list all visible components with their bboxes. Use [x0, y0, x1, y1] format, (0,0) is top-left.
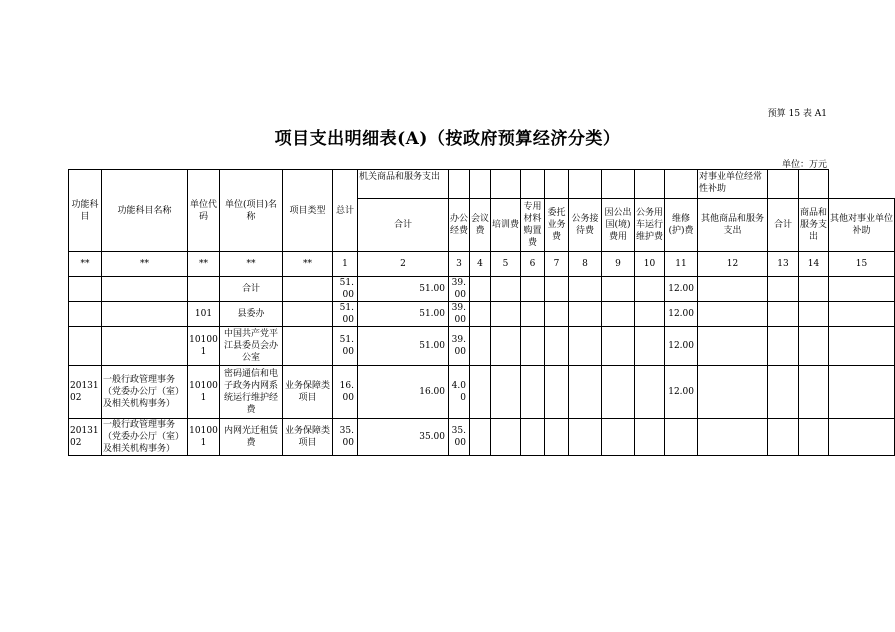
cell-office: 39.00 [449, 302, 470, 327]
cell-maintenance: 12.00 [665, 327, 698, 366]
cell-abroad [602, 366, 635, 419]
col-unit-code: 单位代码 [188, 170, 220, 252]
cell-office: 39.00 [449, 327, 470, 366]
table-row [69, 302, 895, 327]
index-cell: ** [102, 252, 188, 277]
col-materials: 专用材料购置费 [521, 199, 545, 252]
index-cell: 1 [333, 252, 358, 277]
cell-reception [569, 277, 602, 302]
cell-subsidy-other [829, 366, 895, 419]
cell-proj-type: 业务保障类项目 [283, 419, 333, 456]
cell-subsidy-goods [799, 277, 829, 302]
cell-subtotal: 51.00 [358, 302, 449, 327]
cell-unit-code: 101001 [188, 327, 220, 366]
cell-training [491, 327, 521, 366]
cell-total: 51.00 [333, 302, 358, 327]
blank-cell [635, 170, 665, 199]
cell-meeting [470, 302, 491, 327]
cell-subtotal: 35.00 [358, 419, 449, 456]
cell-abroad [602, 327, 635, 366]
cell-other-goods [698, 277, 768, 302]
index-cell: 4 [470, 252, 491, 277]
cell-training [491, 302, 521, 327]
blank-cell [602, 170, 635, 199]
cell-proj-type: 业务保障类项目 [283, 366, 333, 419]
table-row [69, 419, 895, 456]
cell-maintenance: 12.00 [665, 277, 698, 302]
cell-subtotal: 51.00 [358, 277, 449, 302]
cell-commission [545, 302, 569, 327]
index-cell: 10 [635, 252, 665, 277]
col-subsidy-goods: 商品和服务支出 [799, 199, 829, 252]
cell-unit-name: 县委办 [220, 302, 283, 327]
table-row [69, 277, 895, 302]
cell-vehicle [635, 302, 665, 327]
blank-cell [491, 170, 521, 199]
cell-subtotal: 16.00 [358, 366, 449, 419]
index-cell: 12 [698, 252, 768, 277]
cell-subsidy-other [829, 302, 895, 327]
cell-subsidy-total [768, 419, 799, 456]
col-subsidy-other: 其他对事业单位补助 [829, 199, 895, 252]
cell-abroad [602, 277, 635, 302]
cell-func-code [69, 302, 102, 327]
blank-cell [470, 170, 491, 199]
cell-commission [545, 277, 569, 302]
cell-other-goods [698, 419, 768, 456]
cell-func-name [102, 302, 188, 327]
cell-unit-name: 合计 [220, 277, 283, 302]
cell-func-name: 一般行政管理事务（党委办公厅（室）及相关机构事务） [102, 366, 188, 419]
cell-commission [545, 419, 569, 456]
blank-cell [521, 170, 545, 199]
cell-unit-name: 密码通信和电子政务内网系统运行维护经费 [220, 366, 283, 419]
cell-reception [569, 327, 602, 366]
budget-table [68, 169, 895, 456]
unit-label: 单位：万元 [781, 160, 827, 170]
cell-vehicle [635, 419, 665, 456]
cell-materials [521, 327, 545, 366]
col-reception: 公务接待费 [569, 199, 602, 252]
cell-abroad [602, 419, 635, 456]
col-func-name: 功能科目名称 [102, 170, 188, 252]
cell-func-code [69, 277, 102, 302]
header-row-1 [69, 170, 895, 199]
col-maintenance: 维修(护)费 [665, 199, 698, 252]
cell-total: 35.00 [333, 419, 358, 456]
col-training: 培训费 [491, 199, 521, 252]
index-cell: 8 [569, 252, 602, 277]
cell-commission [545, 327, 569, 366]
index-cell: 14 [799, 252, 829, 277]
cell-training [491, 419, 521, 456]
cell-maintenance: 12.00 [665, 366, 698, 419]
col-subtotal: 合计 [358, 199, 449, 252]
cell-subsidy-total [768, 302, 799, 327]
cell-other-goods [698, 327, 768, 366]
cell-other-goods [698, 302, 768, 327]
cell-meeting [470, 419, 491, 456]
cell-training [491, 366, 521, 419]
cell-training [491, 277, 521, 302]
cell-materials [521, 302, 545, 327]
col-meeting: 会议费 [470, 199, 491, 252]
cell-total: 16.00 [333, 366, 358, 419]
cell-func-code: 2013102 [69, 419, 102, 456]
index-cell: 2 [358, 252, 449, 277]
cell-func-name [102, 277, 188, 302]
page-title: 项目支出明细表(A)（按政府预算经济分类） [274, 129, 621, 149]
col-subsidy-total: 合计 [768, 199, 799, 252]
cell-total: 51.00 [333, 277, 358, 302]
cell-meeting [470, 366, 491, 419]
table-row [69, 327, 895, 366]
index-cell: ** [188, 252, 220, 277]
blank-cell [799, 170, 829, 199]
cell-proj-type [283, 277, 333, 302]
cell-abroad [602, 302, 635, 327]
cell-unit-name: 内网光迁租赁费 [220, 419, 283, 456]
blank-cell [768, 170, 799, 199]
cell-total: 51.00 [333, 327, 358, 366]
cell-meeting [470, 327, 491, 366]
cell-vehicle [635, 327, 665, 366]
col-commission: 委托业务费 [545, 199, 569, 252]
form-reference: 预算 15 表 A1 [767, 109, 827, 119]
cell-vehicle [635, 277, 665, 302]
blank-cell [569, 170, 602, 199]
index-cell: ** [220, 252, 283, 277]
cell-func-name: 一般行政管理事务（党委办公厅（室）及相关机构事务） [102, 419, 188, 456]
cell-office: 39.00 [449, 277, 470, 302]
cell-subsidy-total [768, 277, 799, 302]
index-row [69, 252, 895, 277]
table-row [69, 366, 895, 419]
cell-meeting [470, 277, 491, 302]
cell-reception [569, 419, 602, 456]
cell-reception [569, 366, 602, 419]
cell-unit-name: 中国共产党平江县委员会办公室 [220, 327, 283, 366]
cell-unit-code: 101001 [188, 366, 220, 419]
cell-subsidy-other [829, 419, 895, 456]
cell-subsidy-goods [799, 419, 829, 456]
cell-proj-type [283, 302, 333, 327]
col-other-goods: 其他商品和服务支出 [698, 199, 768, 252]
cell-func-name [102, 327, 188, 366]
cell-unit-code: 101001 [188, 419, 220, 456]
col-office: 办公经费 [449, 199, 470, 252]
cell-subsidy-goods [799, 366, 829, 419]
cell-func-code [69, 327, 102, 366]
index-cell: 3 [449, 252, 470, 277]
cell-unit-code [188, 277, 220, 302]
col-total: 总计 [333, 170, 358, 252]
cell-unit-code: 101 [188, 302, 220, 327]
cell-func-code: 2013102 [69, 366, 102, 419]
cell-office: 35.00 [449, 419, 470, 456]
col-unit-name: 单位(项目)名称 [220, 170, 283, 252]
cell-subsidy-total [768, 327, 799, 366]
cell-commission [545, 366, 569, 419]
cell-vehicle [635, 366, 665, 419]
cell-subsidy-other [829, 277, 895, 302]
blank-cell [665, 170, 698, 199]
index-cell: 13 [768, 252, 799, 277]
cell-maintenance [665, 419, 698, 456]
cell-office: 4.00 [449, 366, 470, 419]
cell-other-goods [698, 366, 768, 419]
col-func-code: 功能科目 [69, 170, 102, 252]
col-abroad: 因公出国(境)费用 [602, 199, 635, 252]
index-cell: ** [283, 252, 333, 277]
index-cell: 15 [829, 252, 895, 277]
index-cell: 7 [545, 252, 569, 277]
blank-cell [545, 170, 569, 199]
index-cell: ** [69, 252, 102, 277]
cell-subsidy-total [768, 366, 799, 419]
cell-materials [521, 419, 545, 456]
cell-proj-type [283, 327, 333, 366]
blank-cell [449, 170, 470, 199]
cell-materials [521, 277, 545, 302]
group-subsidy: 对事业单位经常性补助 [698, 170, 768, 199]
cell-reception [569, 302, 602, 327]
col-proj-type: 项目类型 [283, 170, 333, 252]
index-cell: 9 [602, 252, 635, 277]
index-cell: 6 [521, 252, 545, 277]
group-goods-services: 机关商品和服务支出 [358, 170, 449, 199]
cell-subsidy-goods [799, 302, 829, 327]
index-cell: 5 [491, 252, 521, 277]
cell-materials [521, 366, 545, 419]
cell-subsidy-other [829, 327, 895, 366]
cell-maintenance: 12.00 [665, 302, 698, 327]
col-vehicle: 公务用车运行维护费 [635, 199, 665, 252]
index-cell: 11 [665, 252, 698, 277]
cell-subtotal: 51.00 [358, 327, 449, 366]
cell-subsidy-goods [799, 327, 829, 366]
